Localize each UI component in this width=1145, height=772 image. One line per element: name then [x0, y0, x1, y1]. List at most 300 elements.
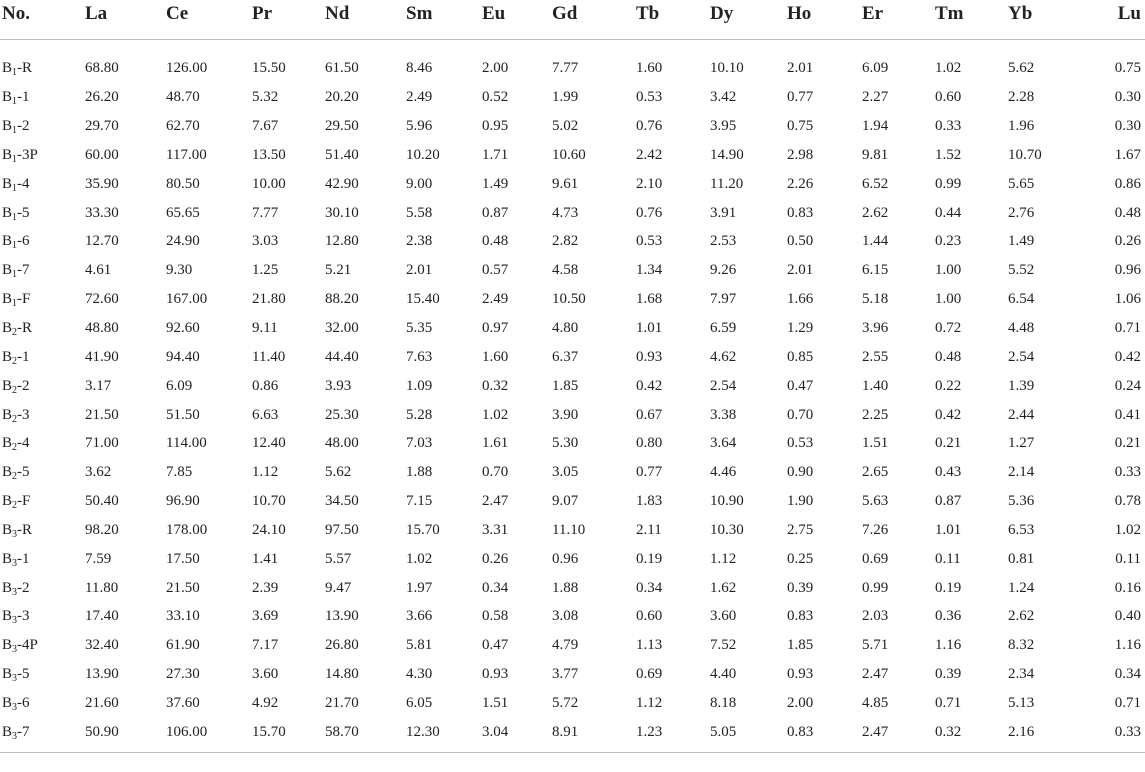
value-cell-dy: 4.62	[710, 348, 737, 365]
value-cell-tm: 1.16	[935, 637, 962, 654]
value-cell-nd: 3.93	[325, 377, 352, 394]
value-cell-er: 4.85	[862, 694, 889, 711]
value-cell-tb: 0.76	[636, 118, 663, 135]
value-cell-pr: 2.39	[252, 579, 279, 596]
value-cell-eu: 2.49	[482, 291, 509, 308]
value-cell-er: 6.52	[862, 175, 889, 192]
value-cell-gd: 10.60	[552, 146, 586, 163]
sample-id-suffix: -6	[17, 694, 30, 711]
value-cell-dy: 3.60	[710, 608, 737, 625]
value-cell-tm: 0.72	[935, 320, 962, 337]
sample-id-subscript: 1	[12, 240, 18, 252]
value-cell-tb: 0.42	[636, 377, 663, 394]
value-cell-eu: 3.04	[482, 717, 552, 752]
sample-id-cell	[0, 429, 85, 458]
value-cell-er: 5.18	[862, 291, 889, 308]
value-cell-eu: 2.00	[482, 60, 509, 77]
value-cell-er: 6.09	[862, 60, 889, 77]
column-header-pr: Pr	[252, 0, 325, 40]
value-cell-er: 6.15	[862, 262, 889, 279]
value-cell-pr: 5.32	[252, 89, 279, 106]
table-row	[0, 689, 1145, 718]
value-cell-pr: 10.70	[252, 493, 286, 510]
value-cell-ce: 96.90	[166, 493, 200, 510]
value-cell-tm: 1.52	[935, 146, 962, 163]
value-cell-er: 2.47	[862, 717, 935, 752]
sample-id-base: B	[2, 435, 13, 452]
value-cell-ho: 0.25	[787, 550, 814, 567]
sample-id-suffix: -6	[17, 233, 30, 250]
sample-id-suffix: -R	[17, 521, 33, 538]
value-cell-nd: 61.50	[325, 60, 359, 77]
value-cell-lu: 1.02	[1114, 521, 1141, 538]
value-cell-gd: 2.82	[552, 233, 579, 250]
value-cell-dy: 10.30	[710, 521, 744, 538]
value-cell-ce: 62.70	[166, 118, 200, 135]
value-cell-yb: 1.49	[1008, 233, 1035, 250]
sample-id-base: B	[2, 60, 13, 77]
value-cell-nd: 30.10	[325, 204, 359, 221]
value-cell-pr: 9.11	[252, 320, 278, 337]
value-cell-er: 1.44	[862, 233, 889, 250]
column-header-tm: Tm	[935, 0, 1008, 40]
table-row	[0, 371, 1145, 400]
sample-id-cell	[0, 227, 85, 256]
value-cell-ho: 2.00	[787, 694, 814, 711]
value-cell-tm: 0.22	[935, 377, 962, 394]
sample-id-suffix: -3P	[17, 146, 38, 163]
value-cell-sm: 8.46	[406, 60, 433, 77]
value-cell-tb: 1.23	[636, 717, 710, 752]
value-cell-er: 2.47	[862, 666, 889, 683]
sample-id-cell	[0, 371, 85, 400]
sample-id-cell	[0, 169, 85, 198]
value-cell-nd: 14.80	[325, 666, 359, 683]
value-cell-pr: 3.60	[252, 666, 279, 683]
value-cell-yb: 2.34	[1008, 666, 1035, 683]
value-cell-gd: 6.37	[552, 348, 579, 365]
sample-id-base: B	[2, 348, 13, 365]
value-cell-ho: 2.98	[787, 146, 814, 163]
value-cell-ho: 0.77	[787, 89, 814, 106]
value-cell-lu: 0.86	[1114, 175, 1141, 192]
table-row	[0, 342, 1145, 371]
value-cell-ce: 114.00	[166, 435, 207, 452]
sample-id-subscript: 3	[12, 586, 18, 598]
value-cell-lu: 0.75	[1114, 60, 1141, 77]
value-cell-ce: 48.70	[166, 89, 200, 106]
column-header-nd: Nd	[325, 0, 406, 40]
sample-id-subscript: 1	[12, 67, 18, 79]
column-header-eu: Eu	[482, 0, 552, 40]
sample-id-subscript: 3	[12, 528, 18, 540]
value-cell-gd: 5.30	[552, 435, 579, 452]
value-cell-ho: 0.90	[787, 464, 814, 481]
value-cell-tb: 1.13	[636, 637, 663, 654]
value-cell-tm: 1.00	[935, 291, 962, 308]
sample-id-cell	[0, 544, 85, 573]
value-cell-tm: 0.43	[935, 464, 962, 481]
sample-id-suffix: -7	[17, 723, 30, 740]
value-cell-nd: 29.50	[325, 118, 359, 135]
value-cell-sm: 1.02	[406, 550, 433, 567]
value-cell-lu: 0.21	[1114, 435, 1141, 452]
value-cell-eu: 0.93	[482, 666, 509, 683]
table-row	[0, 83, 1145, 112]
value-cell-tb: 1.60	[636, 60, 663, 77]
value-cell-gd: 3.77	[552, 666, 579, 683]
sample-id-suffix: -2	[17, 579, 30, 596]
value-cell-nd: 51.40	[325, 146, 359, 163]
value-cell-lu: 0.11	[1115, 550, 1141, 567]
value-cell-pr: 11.40	[252, 348, 286, 365]
sample-id-subscript: 1	[12, 211, 18, 223]
sample-id-subscript: 2	[12, 442, 18, 454]
value-cell-sm: 2.01	[406, 262, 433, 279]
value-cell-nd: 97.50	[325, 521, 359, 538]
value-cell-pr: 0.86	[252, 377, 279, 394]
value-cell-tm: 0.21	[935, 435, 962, 452]
column-header-sample: No.	[0, 0, 85, 40]
value-cell-er: 2.25	[862, 406, 889, 423]
value-cell-gd: 4.80	[552, 320, 579, 337]
value-cell-pr: 15.70	[252, 717, 325, 752]
value-cell-tb: 0.77	[636, 464, 663, 481]
value-cell-eu: 0.34	[482, 579, 509, 596]
value-cell-sm: 2.38	[406, 233, 433, 250]
sample-id-suffix: -R	[17, 320, 33, 337]
sample-id-cell	[0, 40, 85, 83]
value-cell-eu: 1.71	[482, 146, 509, 163]
value-cell-er: 0.69	[862, 550, 889, 567]
value-cell-lu: 0.71	[1114, 320, 1141, 337]
sample-id-base: B	[2, 175, 13, 192]
value-cell-ce: 92.60	[166, 320, 200, 337]
value-cell-gd: 9.07	[552, 493, 579, 510]
value-cell-pr: 4.92	[252, 694, 279, 711]
value-cell-ho: 2.26	[787, 175, 814, 192]
value-cell-nd: 32.00	[325, 320, 359, 337]
sample-id-suffix: -4	[17, 175, 30, 192]
value-cell-tb: 2.11	[636, 521, 662, 538]
value-cell-tb: 1.34	[636, 262, 663, 279]
value-cell-tb: 1.68	[636, 291, 663, 308]
value-cell-tm: 1.01	[935, 521, 962, 538]
value-cell-lu: 0.96	[1114, 262, 1141, 279]
value-cell-sm: 3.66	[406, 608, 433, 625]
value-cell-ce: 106.00	[166, 717, 252, 752]
value-cell-ho: 0.83	[787, 204, 814, 221]
value-cell-gd: 1.85	[552, 377, 579, 394]
sample-id-suffix: -2	[17, 118, 30, 135]
value-cell-sm: 5.96	[406, 118, 433, 135]
value-cell-lu: 1.16	[1114, 637, 1141, 654]
value-cell-eu: 0.26	[482, 550, 509, 567]
value-cell-er: 1.40	[862, 377, 889, 394]
value-cell-pr: 12.40	[252, 435, 286, 452]
value-cell-sm: 5.81	[406, 637, 433, 654]
value-cell-la: 50.90	[85, 717, 166, 752]
value-cell-yb: 8.32	[1008, 637, 1035, 654]
value-cell-yb: 1.96	[1008, 118, 1035, 135]
value-cell-nd: 13.90	[325, 608, 359, 625]
sample-id-base: B	[2, 723, 13, 740]
value-cell-yb: 6.54	[1008, 291, 1035, 308]
value-cell-dy: 2.53	[710, 233, 737, 250]
value-cell-la: 98.20	[85, 521, 119, 538]
value-cell-tm: 0.44	[935, 204, 962, 221]
value-cell-yb: 2.14	[1008, 464, 1035, 481]
value-cell-sm: 7.63	[406, 348, 433, 365]
value-cell-la: 71.00	[85, 435, 119, 452]
sample-id-cell	[0, 516, 85, 545]
sample-id-base: B	[2, 89, 13, 106]
sample-id-cell	[0, 256, 85, 285]
value-cell-dy: 4.46	[710, 464, 737, 481]
sample-id-cell	[0, 458, 85, 487]
value-cell-eu: 0.57	[482, 262, 509, 279]
sample-id-base: B	[2, 550, 13, 567]
value-cell-eu: 0.58	[482, 608, 509, 625]
value-cell-la: 48.80	[85, 320, 119, 337]
value-cell-dy: 3.42	[710, 89, 737, 106]
value-cell-tb: 0.67	[636, 406, 663, 423]
value-cell-la: 13.90	[85, 666, 119, 683]
value-cell-lu: 0.30	[1114, 89, 1141, 106]
value-cell-nd: 20.20	[325, 89, 359, 106]
table-row	[0, 256, 1145, 285]
value-cell-tm: 0.11	[935, 550, 961, 567]
value-cell-dy: 7.52	[710, 637, 737, 654]
value-cell-dy: 9.26	[710, 262, 737, 279]
value-cell-yb: 2.16	[1008, 717, 1087, 752]
value-cell-ho: 0.75	[787, 118, 814, 135]
value-cell-dy: 10.90	[710, 493, 744, 510]
value-cell-ho: 2.75	[787, 521, 814, 538]
sample-id-suffix: -5	[17, 464, 30, 481]
sample-id-base: B	[2, 146, 13, 163]
value-cell-lu: 0.30	[1114, 118, 1141, 135]
value-cell-tm: 0.19	[935, 579, 962, 596]
sample-id-cell	[0, 141, 85, 170]
value-cell-ce: 65.65	[166, 204, 200, 221]
value-cell-ho: 0.70	[787, 406, 814, 423]
table-row	[0, 198, 1145, 227]
value-cell-pr: 10.00	[252, 175, 286, 192]
value-cell-nd: 5.57	[325, 550, 352, 567]
value-cell-ce: 126.00	[166, 60, 208, 77]
column-header-sm: Sm	[406, 0, 482, 40]
column-header-dy: Dy	[710, 0, 787, 40]
value-cell-dy: 7.97	[710, 291, 737, 308]
value-cell-sm: 5.58	[406, 204, 433, 221]
value-cell-dy: 6.59	[710, 320, 737, 337]
value-cell-eu: 0.32	[482, 377, 509, 394]
value-cell-gd: 4.73	[552, 204, 579, 221]
value-cell-la: 4.61	[85, 262, 112, 279]
value-cell-yb: 5.62	[1008, 60, 1035, 77]
value-cell-pr: 1.25	[252, 262, 279, 279]
header-row	[0, 0, 1145, 40]
value-cell-tb: 2.42	[636, 146, 663, 163]
value-cell-yb: 1.27	[1008, 435, 1035, 452]
value-cell-yb: 4.48	[1008, 320, 1035, 337]
sample-id-cell	[0, 400, 85, 429]
value-cell-lu: 1.67	[1114, 146, 1141, 163]
value-cell-yb: 5.36	[1008, 493, 1035, 510]
value-cell-sm: 6.05	[406, 694, 433, 711]
value-cell-nd: 44.40	[325, 348, 359, 365]
value-cell-er: 5.63	[862, 493, 889, 510]
sample-id-suffix: -7	[17, 262, 30, 279]
value-cell-tm: 0.39	[935, 666, 962, 683]
sample-id-subscript: 2	[12, 327, 18, 339]
table-row	[0, 573, 1145, 602]
column-header-yb: Yb	[1008, 0, 1087, 40]
value-cell-pr: 24.10	[252, 521, 286, 538]
table-row	[0, 400, 1145, 429]
sample-id-cell	[0, 573, 85, 602]
value-cell-ho: 1.66	[787, 291, 814, 308]
value-cell-ce: 33.10	[166, 608, 200, 625]
value-cell-tm: 0.42	[935, 406, 962, 423]
value-cell-nd: 48.00	[325, 435, 359, 452]
value-cell-gd: 3.08	[552, 608, 579, 625]
value-cell-ho: 0.47	[787, 377, 814, 394]
value-cell-la: 3.62	[85, 464, 112, 481]
value-cell-la: 35.90	[85, 175, 119, 192]
value-cell-pr: 1.41	[252, 550, 279, 567]
sample-id-base: B	[2, 521, 13, 538]
value-cell-er: 2.62	[862, 204, 889, 221]
value-cell-gd: 3.90	[552, 406, 579, 423]
column-header-tb: Tb	[636, 0, 710, 40]
value-cell-tb: 0.53	[636, 233, 663, 250]
value-cell-nd: 42.90	[325, 175, 359, 192]
table-row	[0, 660, 1145, 689]
value-cell-ce: 80.50	[166, 175, 200, 192]
sample-id-suffix: -5	[17, 204, 30, 221]
sample-id-subscript: 1	[12, 125, 18, 137]
sample-id-subscript: 3	[12, 701, 18, 713]
value-cell-sm: 1.09	[406, 377, 433, 394]
table-row	[0, 429, 1145, 458]
value-cell-nd: 5.62	[325, 464, 352, 481]
value-cell-yb: 2.44	[1008, 406, 1035, 423]
sample-id-suffix: -F	[17, 291, 31, 308]
value-cell-dy: 4.40	[710, 666, 737, 683]
value-cell-ho: 0.50	[787, 233, 814, 250]
value-cell-nd: 5.21	[325, 262, 352, 279]
sample-id-cell	[0, 112, 85, 141]
value-cell-gd: 10.50	[552, 291, 586, 308]
value-cell-dy: 1.12	[710, 550, 737, 567]
sample-id-suffix: -F	[17, 493, 31, 510]
sample-id-subscript: 2	[12, 355, 18, 367]
sample-id-subscript: 3	[12, 730, 18, 742]
column-header-gd: Gd	[552, 0, 636, 40]
value-cell-er: 9.81	[862, 146, 889, 163]
value-cell-tb: 0.80	[636, 435, 663, 452]
value-cell-yb: 0.81	[1008, 550, 1035, 567]
value-cell-er: 1.94	[862, 118, 889, 135]
value-cell-er: 2.65	[862, 464, 889, 481]
sample-id-base: B	[2, 262, 13, 279]
value-cell-la: 17.40	[85, 608, 119, 625]
sample-id-base: B	[2, 464, 13, 481]
table-row	[0, 112, 1145, 141]
value-cell-eu: 0.47	[482, 637, 509, 654]
value-cell-eu: 0.87	[482, 204, 509, 221]
value-cell-tb: 2.10	[636, 175, 663, 192]
value-cell-lu: 0.16	[1114, 579, 1141, 596]
value-cell-dy: 2.54	[710, 377, 737, 394]
value-cell-ce: 27.30	[166, 666, 200, 683]
value-cell-ce: 117.00	[166, 146, 207, 163]
value-cell-lu: 0.34	[1114, 666, 1141, 683]
sample-id-suffix: -1	[17, 550, 30, 567]
value-cell-gd: 1.99	[552, 89, 579, 106]
sample-id-subscript: 1	[12, 96, 18, 108]
value-cell-eu: 2.47	[482, 493, 509, 510]
table-row	[0, 285, 1145, 314]
sample-id-subscript: 3	[12, 644, 18, 656]
sample-id-subscript: 2	[12, 413, 18, 425]
table-row	[0, 631, 1145, 660]
value-cell-eu: 1.61	[482, 435, 509, 452]
column-header-ce: Ce	[166, 0, 252, 40]
value-cell-lu: 0.33	[1114, 464, 1141, 481]
table-row	[0, 40, 1145, 83]
value-cell-sm: 7.15	[406, 493, 433, 510]
sample-id-suffix: -4P	[17, 637, 38, 654]
sample-id-suffix: -1	[17, 348, 30, 365]
value-cell-ce: 178.00	[166, 521, 208, 538]
value-cell-gd: 8.91	[552, 717, 636, 752]
sample-id-subscript: 2	[12, 471, 18, 483]
value-cell-sm: 5.35	[406, 320, 433, 337]
value-cell-yb: 2.62	[1008, 608, 1035, 625]
value-cell-la: 21.50	[85, 406, 119, 423]
value-cell-gd: 9.61	[552, 175, 579, 192]
value-cell-yb: 6.53	[1008, 521, 1035, 538]
sample-id-subscript: 3	[12, 673, 18, 685]
sample-id-cell	[0, 717, 85, 752]
value-cell-dy: 3.38	[710, 406, 737, 423]
value-cell-tm: 0.87	[935, 493, 962, 510]
sample-id-cell	[0, 487, 85, 516]
value-cell-dy: 3.91	[710, 204, 737, 221]
value-cell-eu: 0.48	[482, 233, 509, 250]
sample-id-subscript: 1	[12, 153, 18, 165]
value-cell-pr: 7.77	[252, 204, 279, 221]
value-cell-ce: 167.00	[166, 291, 208, 308]
column-header-er: Er	[862, 0, 935, 40]
value-cell-tb: 1.01	[636, 320, 663, 337]
sample-id-cell	[0, 314, 85, 343]
value-cell-ho: 2.01	[787, 262, 814, 279]
value-cell-ho: 1.29	[787, 320, 814, 337]
value-cell-tm: 0.33	[935, 118, 962, 135]
value-cell-tb: 0.19	[636, 550, 663, 567]
value-cell-eu: 1.49	[482, 175, 509, 192]
value-cell-la: 72.60	[85, 291, 119, 308]
sample-id-base: B	[2, 320, 13, 337]
value-cell-gd: 11.10	[552, 521, 586, 538]
value-cell-dy: 5.05	[710, 717, 787, 752]
value-cell-eu: 3.31	[482, 521, 509, 538]
value-cell-ho: 0.85	[787, 348, 814, 365]
